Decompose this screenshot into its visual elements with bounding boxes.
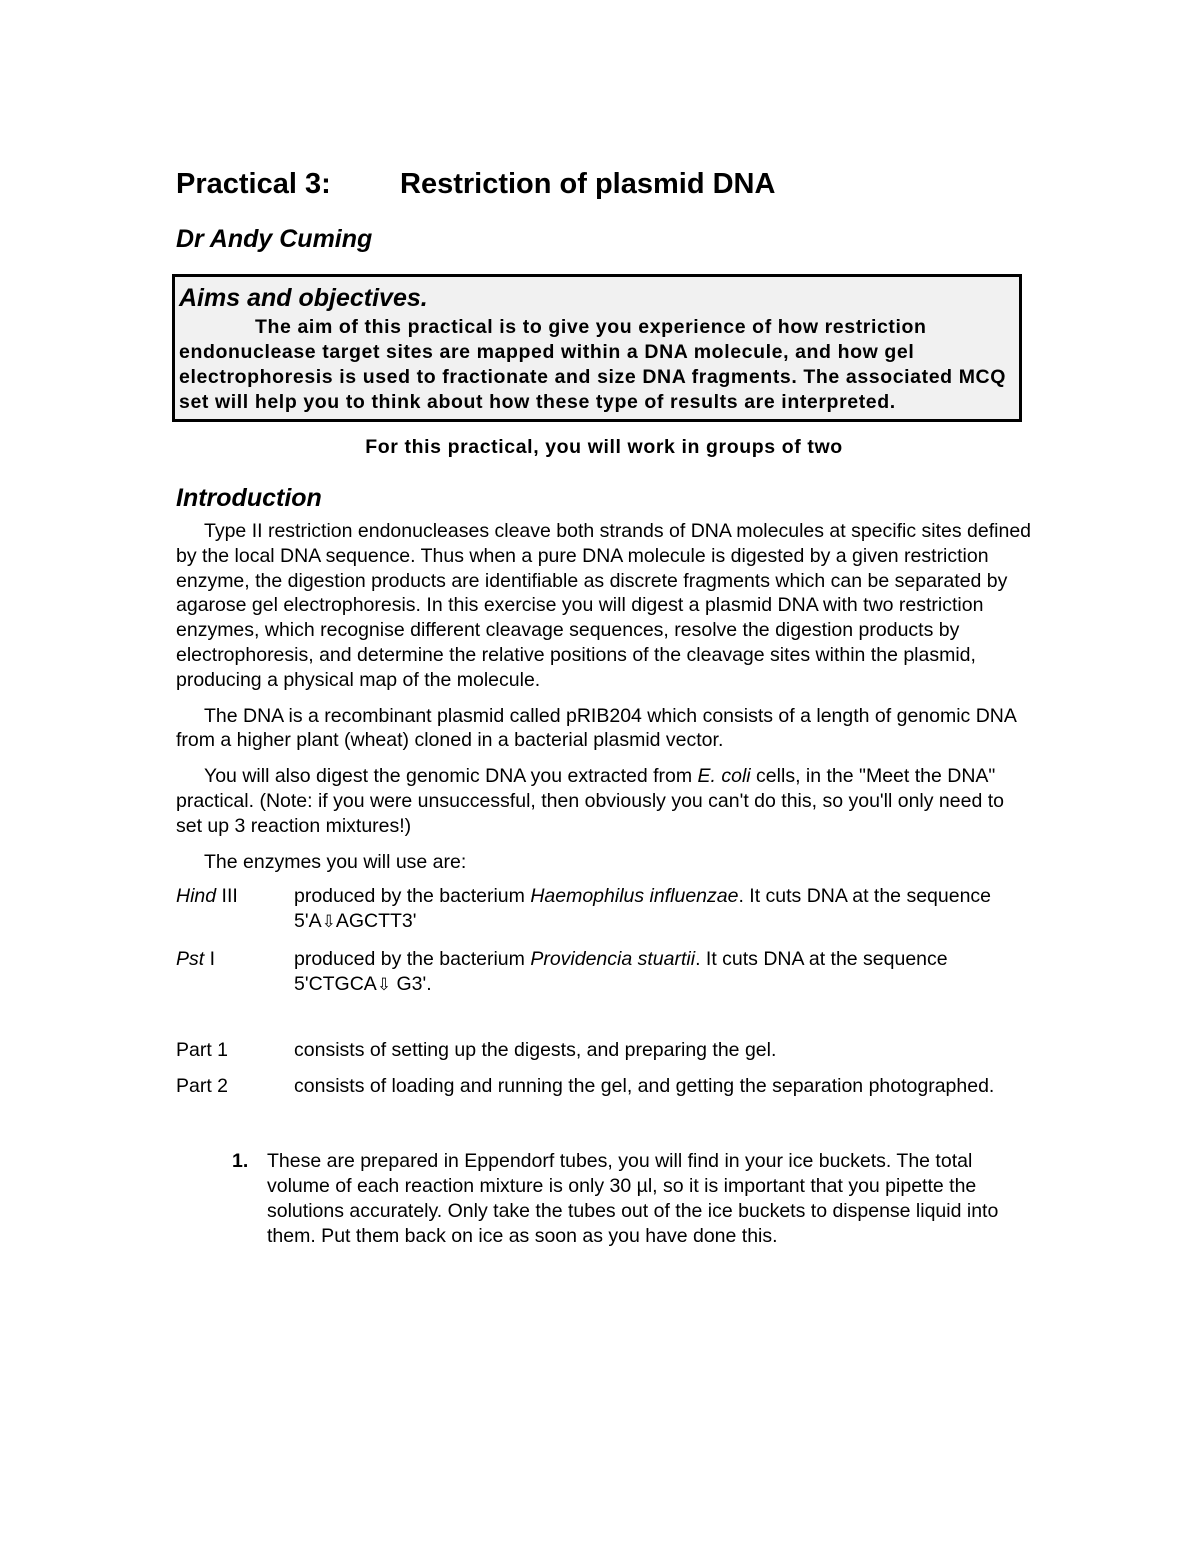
enzyme-description	[294, 947, 1032, 998]
step-item	[232, 1149, 1032, 1248]
part-label: Part 2	[176, 1075, 229, 1098]
enzyme-name-italic: Pst	[176, 947, 205, 970]
enzyme-list	[176, 884, 1032, 1099]
part-description: consists of loading and running the gel, and getting the separation photographed.	[294, 1075, 995, 1098]
enzyme-desc-b: . It cuts DNA at the sequence 5'A	[294, 885, 992, 933]
enzyme-name	[176, 947, 294, 998]
aims-heading: Aims and objectives.	[179, 284, 428, 312]
enzyme-name	[176, 884, 294, 935]
enzyme-desc-a: produced by the bacterium	[294, 885, 531, 908]
page-title	[176, 166, 1032, 202]
enzyme-description	[294, 884, 1032, 935]
introduction-heading: Introduction	[176, 484, 322, 512]
aims-box	[172, 274, 1022, 422]
bacterium-name: Haemophilus influenzae	[530, 885, 739, 908]
author-name: Dr Andy Cuming	[176, 225, 373, 253]
bacterium-name: Providencia stuartii	[530, 947, 696, 970]
enzyme-name-italic: Hind	[176, 885, 217, 908]
intro-paragraph-3	[176, 764, 1032, 838]
enzyme-row	[176, 947, 1032, 998]
enzyme-name-suffix: III	[216, 885, 238, 908]
part-description: consists of setting up the digests, and preparing the gel.	[294, 1038, 777, 1061]
enzyme-desc-c: AGCTT3'	[335, 910, 417, 933]
step-number: 1.	[232, 1150, 249, 1173]
enzyme-desc-b: . It cuts DNA at the sequence 5'CTGCA	[294, 947, 948, 995]
enzyme-desc-c: G3'.	[391, 972, 432, 995]
enzyme-desc-a: produced by the bacterium	[294, 947, 531, 970]
organism-name: E. coli	[697, 765, 751, 788]
enzyme-name-suffix: I	[204, 947, 216, 970]
part-row	[176, 1074, 1032, 1099]
aims-text: The aim of this practical is to give you experience of how restriction endonuclease target sites are mapped within a DNA molecule, and how gel electrophoresis is used to fractionate and size DNA fragments. The associated MCQ set will help you to think about how these type of results are interpreted.	[179, 316, 1006, 413]
part-label: Part 1	[176, 1038, 229, 1061]
practical-number: Practical 3:	[176, 168, 331, 200]
step-text: These are prepared in Eppendorf tubes, you will find in your ice buckets. The total volume of each reaction mixture is only 30 µl, so it is important that you pipette the solutions accurately. Only take the tubes out of the ice buckets to dispense liquid into them. Put them back on ice as soon as you have done this.	[267, 1150, 999, 1247]
cut-arrow-icon: ⇩	[376, 974, 392, 995]
intro-paragraph-4: The enzymes you will use are:	[204, 850, 467, 873]
intro-paragraph-3-text-b: cells, in the "Meet the DNA" practical. (Note: if you were unsuccessful, then obviously you can't do this, so you'll only need to set up 3 reaction mixtures!)	[176, 765, 1004, 837]
intro-paragraph-2: The DNA is a recombinant plasmid called pRIB204 which consists of a length of genomic DNA from a higher plant (wheat) cloned in a bacterial plasmid vector.	[176, 704, 1016, 752]
groups-note: For this practical, you will work in groups of two	[365, 436, 843, 458]
practical-title: Restriction of plasmid DNA	[400, 168, 776, 200]
cut-arrow-icon: ⇩	[321, 912, 336, 933]
part-row	[176, 1038, 1032, 1063]
intro-paragraph-3-text-a: You will also digest the genomic DNA you extracted from	[204, 765, 698, 788]
document-page	[176, 166, 1032, 1248]
enzyme-row	[176, 884, 1032, 935]
intro-paragraph-1: Type II restriction endonucleases cleave both strands of DNA molecules at specific sites defined by the local DNA sequence. Thus when a pure DNA molecule is digested by a given restriction enzyme, the digestion products are identifiable as discrete fragments which can be separated by agarose gel electrophoresis. In this exercise you will digest a plasmid DNA with two restriction enzymes, which recognise different cleavage sequences, resolve the digestion products by electrophoresis, and determine the relative positions of the cleavage sites within the plasmid, producing a physical map of the molecule.	[176, 520, 1032, 691]
